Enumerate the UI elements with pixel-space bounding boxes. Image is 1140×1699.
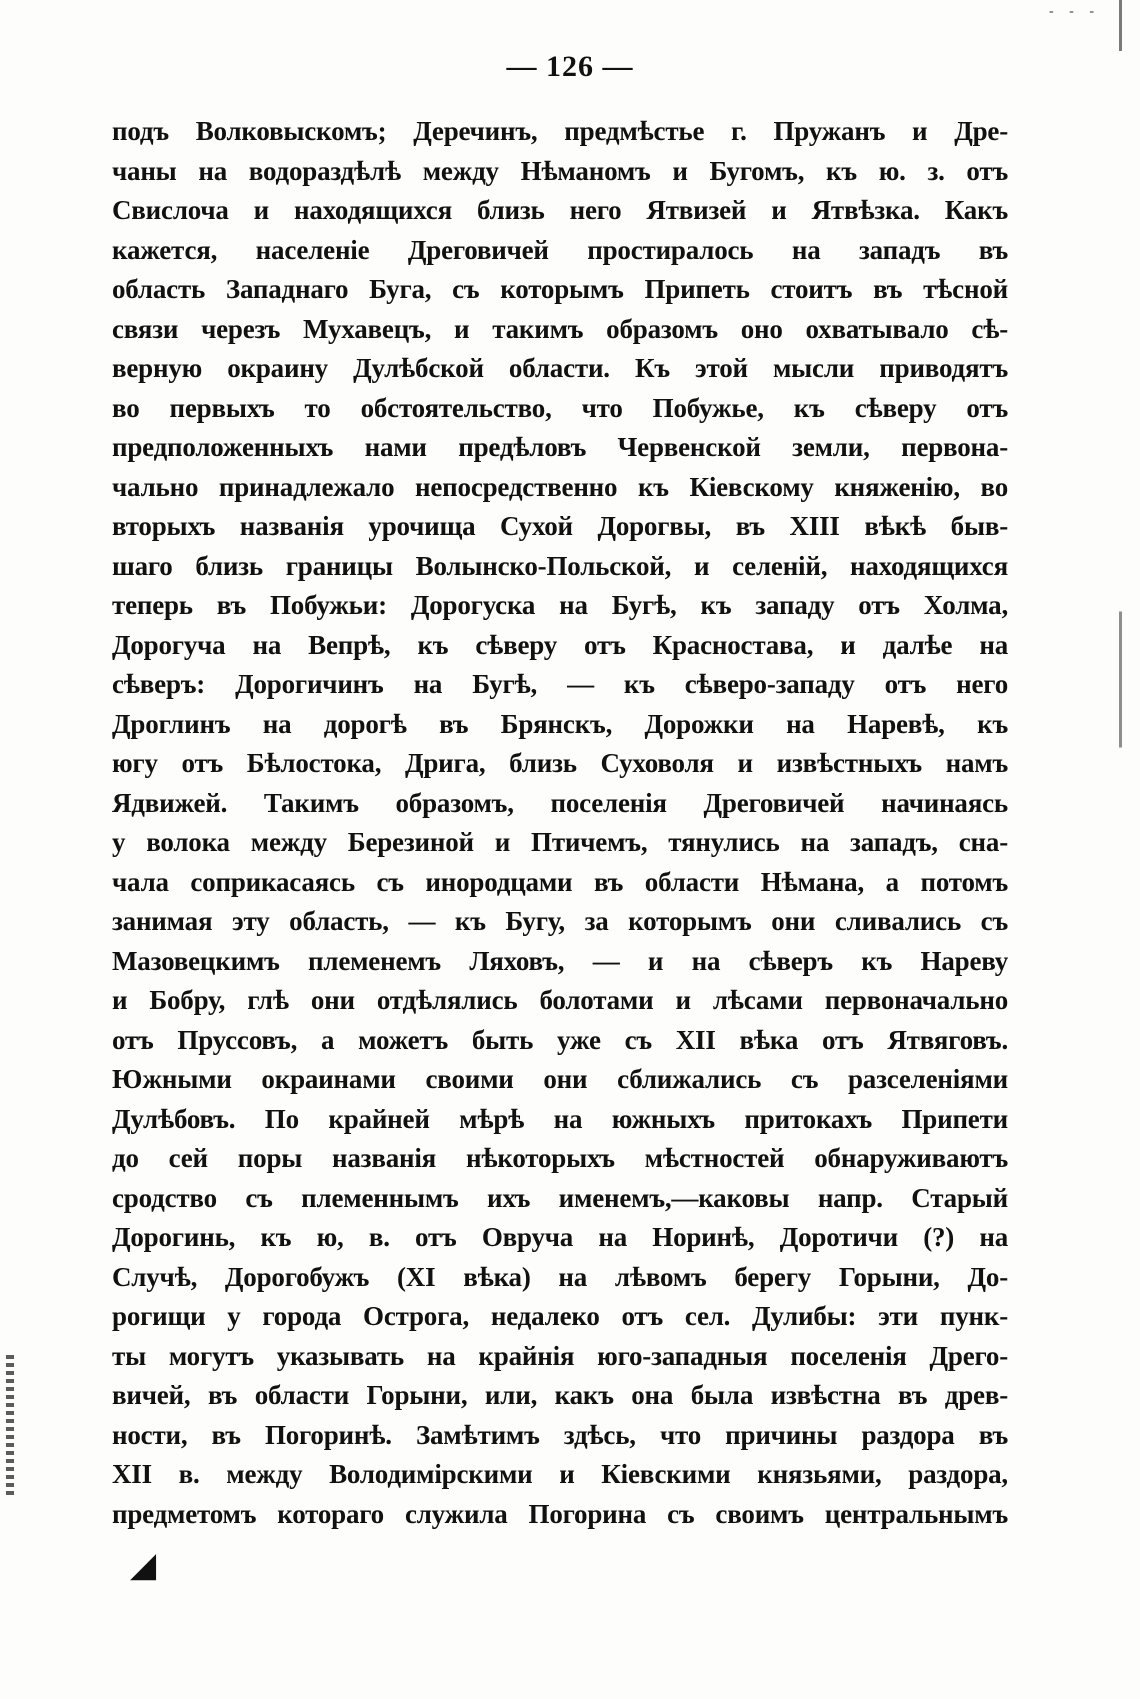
page-number: — 126 — xyxy=(506,50,634,83)
text-line: Дулѣбовъ. По крайней мѣрѣ на южныхъ притокахъ Припети xyxy=(112,1103,1008,1134)
text-line: Дроглинъ на дорогѣ въ Брянскъ, Дорожки на Наревѣ, къ xyxy=(112,708,1008,739)
text-line: Свислоча и находящихся близь него Ятвизей и Ятвѣзка. Какъ xyxy=(112,195,1008,225)
text-line: вичей, въ области Горыни, или, какъ она была извѣстна въ древ- xyxy=(112,1380,1008,1410)
corner-mark-icon: ◢ xyxy=(130,1547,157,1584)
text-line: занимая эту область, — къ Бугу, за которымъ они сливались съ xyxy=(112,906,1008,936)
text-line: чаны на водораздѣлѣ между Нѣманомъ и Бугомъ, къ ю. з. отъ xyxy=(112,155,1008,186)
text-line: связи черезъ Мухавецъ, и такимъ образомъ оно охватывало сѣ- xyxy=(112,313,1008,344)
body-text xyxy=(112,112,1008,1534)
text-line: югу отъ Бѣлостока, Дрига, близь Суховоля и извѣстныхъ намъ xyxy=(112,748,1008,778)
text-line: до сей поры названія нѣкоторыхъ мѣстностей обнаруживаютъ xyxy=(112,1143,1008,1173)
text-line: вторыхъ названія урочища Сухой Дорогвы, въ XIII вѣкѣ быв- xyxy=(112,511,1008,541)
scan-right-edge xyxy=(1119,0,1122,1699)
scan-left-edge-mark xyxy=(6,1355,14,1495)
text-line: отъ Пруссовъ, а можетъ быть уже съ XII вѣка отъ Ятвяговъ. xyxy=(112,1024,1008,1055)
text-line: сѣверъ: Дорогичинъ на Бугѣ, — къ сѣверо-западу отъ него xyxy=(112,669,1008,699)
text-line: XII в. между Володимірскими и Кіевскими князьями, раздора, xyxy=(112,1459,1008,1489)
text-line: во первыхъ то обстоятельство, что Побужье, къ сѣверу отъ xyxy=(112,392,1008,423)
text-line: Дорогинь, къ ю, в. отъ Овруча на Норинѣ, Доротичи (?) на xyxy=(112,1222,1008,1252)
text-line: сродство съ племеннымъ ихъ именемъ,—каковы напр. Старый xyxy=(112,1182,1008,1213)
text-line: чально принадлежало непосредственно къ Кіевскому княженію, во xyxy=(112,471,1008,502)
text-line: Случѣ, Дорогобужъ (XI вѣка) на лѣвомъ берегу Горыни, До- xyxy=(112,1261,1008,1292)
text-line: область Западнаго Буга, съ которымъ Припеть стоитъ въ тѣсной xyxy=(112,274,1008,304)
text-line: теперь въ Побужьи: Дорогуска на Бугѣ, къ западу отъ Холма, xyxy=(112,590,1008,620)
text-line: верную окраину Дулѣбской области. Къ этой мысли приводятъ xyxy=(112,353,1008,383)
text-line: предположенныхъ нами предѣловъ Червенской земли, первона- xyxy=(112,432,1008,462)
text-line: шаго близь границы Волынско-Польской, и селеній, находящихся xyxy=(112,550,1008,581)
text-line: Дорогуча на Вепрѣ, къ сѣверу отъ Красностава, и далѣе на xyxy=(112,629,1008,660)
text-line: Мазовецкимъ племенемъ Ляховъ, — и на сѣверъ къ Нареву xyxy=(112,945,1008,976)
text-line: Южными окраинами своими они сближались съ разселеніями xyxy=(112,1064,1008,1094)
text-line: предметомъ котораго служила Погорина съ своимъ центральнымъ xyxy=(112,1498,1008,1529)
text-line: ты могутъ указывать на крайнія юго-западныя поселенія Дрего- xyxy=(112,1340,1008,1371)
text-line: чала соприкасаясь съ инородцами въ области Нѣмана, а потомъ xyxy=(112,866,1008,897)
text-line: у волока между Березиной и Птичемъ, тянулись на западъ, сна- xyxy=(112,827,1008,857)
text-line: подъ Волковыскомъ; Деречинъ, предмѣстье г. Пружанъ и Дре- xyxy=(112,116,1008,146)
text-line: кажется, населеніе Дреговичей простиралось на западъ въ xyxy=(112,234,1008,265)
text-line: Ядвижей. Такимъ образомъ, поселенія Дреговичей начинаясь xyxy=(112,787,1008,818)
text-line: рогищи у города Острога, недалеко отъ сел. Дулибы: эти пунк- xyxy=(112,1301,1008,1331)
text-line: ности, въ Погоринѣ. Замѣтимъ здѣсь, что причины раздора въ xyxy=(112,1419,1008,1450)
scan-edge-marks: - - - xyxy=(1049,4,1100,19)
text-line: и Бобру, глѣ они отдѣлялись болотами и лѣсами первоначально xyxy=(112,985,1008,1015)
